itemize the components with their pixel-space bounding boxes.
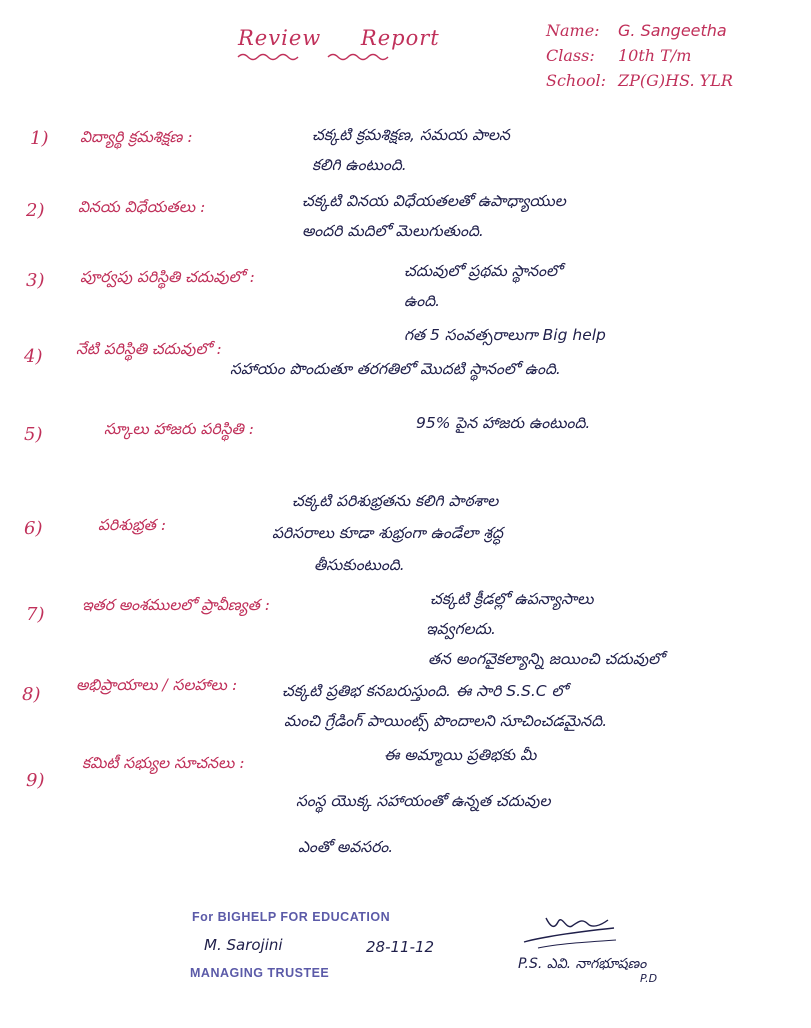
item-number: 1)	[30, 128, 49, 149]
school-row	[546, 68, 733, 93]
item-answer-line: చక్కటి ప్రతిభ కనబరుస్తుంది. ఈ సారి S.S.C లో	[282, 682, 568, 700]
item-question: విద్యార్థి క్రమశిక్షణ :	[80, 128, 193, 146]
item-answer-line: ఉంది.	[404, 292, 441, 310]
title-word-review: Review	[238, 26, 322, 50]
class-value: 10th T/m	[618, 46, 692, 65]
item-answer-line: తీసుకుంటుంది.	[314, 556, 405, 574]
item-answer-line: ఇవ్వగలదు.	[426, 620, 496, 638]
name-row	[546, 18, 733, 43]
signature-name: P.S. ఎవి. నాగభూషణం	[518, 956, 647, 972]
item-answer-line: చక్కటి క్రీడల్లో ఉపన్యాసాలు	[430, 590, 594, 608]
item-answer-line: కలిగి ఉంటుంది.	[312, 156, 407, 174]
item-answer-line: చక్కటి క్రమశిక్షణ, సమయ పాలన	[312, 126, 510, 144]
item-number: 6)	[24, 518, 43, 539]
class-label: Class:	[546, 46, 595, 65]
signature-suffix: P.D	[640, 972, 658, 985]
signature-scribble	[516, 908, 626, 952]
name-label: Name:	[546, 21, 600, 40]
item-answer-line: గత 5 సంవత్సరాలుగా Big help	[404, 326, 606, 344]
student-info	[546, 18, 733, 93]
item-answer-line: ఎంతో అవసరం.	[298, 838, 394, 856]
item-number: 5)	[24, 424, 43, 445]
item-number: 3)	[26, 270, 45, 291]
item-question: వినయ విధేయతలు :	[78, 198, 206, 216]
stamp-organization: For BIGHELP FOR EDUCATION	[192, 910, 391, 924]
item-question: పరిశుభ్రత :	[98, 516, 166, 534]
title-word-report: Report	[360, 26, 440, 50]
item-answer-line: సహాయం పొందుతూ తరగతిలో మొదటి స్థానంలో ఉంది.	[230, 360, 561, 378]
item-answer-line: చదువులో ప్రథమ స్థానంలో	[404, 262, 562, 280]
item-number: 8)	[22, 684, 41, 705]
item-question: నేటి పరిస్థితి చదువులో :	[76, 340, 222, 358]
item-answer-line: చక్కటి పరిశుభ్రతను కలిగి పాఠశాల	[292, 492, 499, 510]
item-answer-line: సంస్థ యొక్క సహాయంతో ఉన్నత చదువుల	[296, 792, 551, 810]
item-answer-line: తన అంగవైకల్యాన్ని జయించి చదువులో	[428, 650, 665, 668]
item-question: స్కూలు హాజరు పరిస్థితి :	[104, 420, 254, 438]
title-underline	[236, 50, 406, 64]
report-date: 28-11-12	[366, 938, 435, 956]
item-number: 7)	[26, 604, 45, 625]
item-question: పూర్వపు పరిస్థితి చదువులో :	[80, 268, 255, 286]
item-answer-line: అందరి మదిలో మెలుగుతుంది.	[302, 222, 484, 240]
item-question: అభిప్రాయాలు / సలహాలు :	[76, 676, 238, 694]
item-answer-line: 95% పైన హాజరు ఉంటుంది.	[416, 414, 591, 432]
school-label: School:	[546, 71, 606, 90]
item-number: 9)	[26, 770, 45, 791]
item-answer-line: చక్కటి వినయ విధేయతలతో ఉపాధ్యాయుల	[302, 192, 566, 210]
item-question: కమిటీ సభ్యుల సూచనలు :	[82, 754, 245, 772]
item-answer-line: పరిసరాలు కూడా శుభ్రంగా ఉండేలా శ్రద్ధ	[272, 524, 503, 542]
item-question: ఇతర అంశములలో ప్రావీణ్యత :	[82, 596, 270, 614]
item-number: 4)	[24, 346, 43, 367]
stamp-role: MANAGING TRUSTEE	[190, 966, 330, 980]
item-answer-line: మంచి గ్రేడింగ్ పాయింట్స్ పొందాలని సూచించడమైనది.	[284, 712, 608, 730]
item-answer-line: ఈ అమ్మాయి ప్రతిభకు మీ	[384, 746, 537, 764]
name-value: G. Sangeetha	[618, 21, 727, 40]
item-number: 2)	[26, 200, 45, 221]
page-title	[238, 26, 440, 50]
school-value: ZP(G)HS. YLR	[618, 71, 733, 90]
signer-name: M. Sarojini	[204, 936, 283, 954]
class-row	[546, 43, 733, 68]
